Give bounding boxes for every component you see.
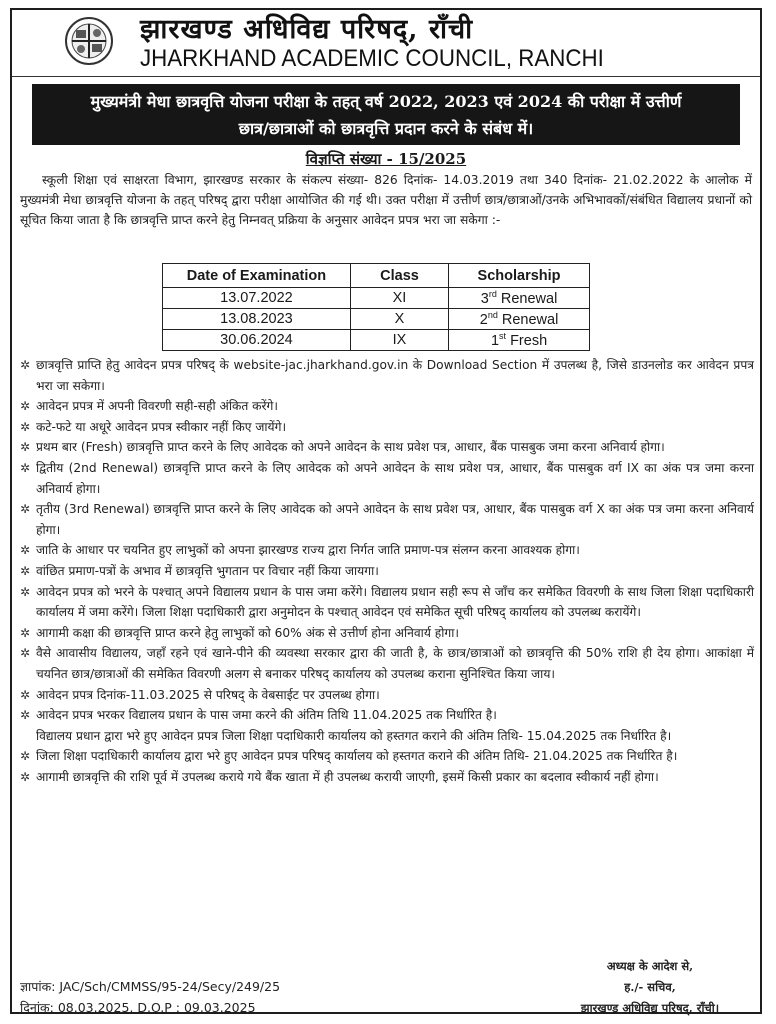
asterisk-bullet-icon: ✲ xyxy=(19,646,31,661)
table-header-row xyxy=(163,264,590,288)
exam-class: IX xyxy=(350,330,448,351)
scholarship-type: 1st Fresh xyxy=(449,330,590,351)
list-item: ✲ आवेदन प्रपत्र को भरने के पश्चात् अपने विद्यालय प्रधान के पास जमा करेंगे। विद्यालय प्रधान सही रूप से जाँच कर समेकित विवरणी के साथ जिला शिक्षा पदाधिकारी कार्यालय में जमा करेंगे। जिला शिक्षा पदाधिकारी द्वारा अनुमोदन के पश्चात् आवेदन एवं समेकित सूची परिषद् कार्यालय को उपलब्ध करायेंगे। xyxy=(18,582,754,623)
subject-line-1: मुख्यमंत्री मेधा छात्रवृत्ति योजना परीक्षा के तहत् वर्ष 2022, 2023 एवं 2024 की परीक्षा में उत्तीर्ण xyxy=(90,92,682,111)
exam-class: XI xyxy=(350,288,448,309)
scholarship-type: 3rd Renewal xyxy=(449,288,590,309)
table-row xyxy=(163,309,590,330)
asterisk-bullet-icon: ✲ xyxy=(19,749,31,764)
list-sub-paragraph: विद्यालय प्रधान द्वारा भरे हुए आवेदन प्रपत्र जिला शिक्षा पदाधिकारी कार्यालय को हस्तगत कराने की अंतिम तिथि- 15.04.2025 तक निर्धारित है। xyxy=(36,728,672,743)
column-header: Class xyxy=(350,264,448,288)
asterisk-bullet-icon: ✲ xyxy=(19,358,31,372)
notice-frame xyxy=(10,8,762,1014)
asterisk-bullet-icon: ✲ xyxy=(19,625,31,640)
exam-date: 30.06.2024 xyxy=(163,330,351,351)
asterisk-bullet-icon: ✲ xyxy=(19,502,31,517)
asterisk-bullet-icon: ✲ xyxy=(19,543,31,558)
list-item: ✲ आगामी छात्रवृत्ति की राशि पूर्व में उपलब्ध कराये गये बैंक खाता में ही उपलब्ध करायी जाएगी, इसमें किसी प्रकार का बदलाव स्वीकार्य नहीं होगा। xyxy=(18,767,754,788)
list-item: ✲ आवेदन प्रपत्र दिनांक-11.03.2025 से परिषद् के वेबसाईट पर उपलब्ध होगा। xyxy=(18,685,754,706)
list-item: ✲ आगामी कक्षा की छात्रवृत्ति प्राप्त करने हेतु लाभुकों को 60% अंक से उत्तीर्ण होना अनिवार्य होगा। xyxy=(18,623,754,644)
examination-table xyxy=(162,263,590,351)
list-item: ✲ वैसे आवासीय विद्यालय, जहाँ रहने एवं खाने-पीने की व्यवस्था सरकार द्वारा की जाती है, के छात्र/छात्राओं को छात्रवृत्ति की 50% राशि ही देय होगा। आकांक्षा में चयनित छात्र/छात्राओं की समेकित विवरणी अलग से बनाकर परिषद् कार्यालय को उपलब्ध कराना सुनिश्चित किया जाय। xyxy=(18,643,754,684)
exam-date: 13.08.2023 xyxy=(163,309,351,330)
asterisk-bullet-icon: ✲ xyxy=(19,687,31,702)
signature-line-1: अध्यक्ष के आदेश से, xyxy=(606,959,694,973)
council-name-hindi: झारखण्ड अधिविद्य परिषद्, राँची xyxy=(140,14,474,45)
notice-number-text: विज्ञप्ति संख्या - 15/2025 xyxy=(305,150,467,168)
exam-class: X xyxy=(350,309,448,330)
list-item: ✲ वांछित प्रमाण-पत्रों के अभाव में छात्रवृत्ति भुगतान पर विचार नहीं किया जायगा। xyxy=(18,561,754,582)
signature-block xyxy=(550,956,750,1019)
table-row xyxy=(163,288,590,309)
scholarship-type: 2nd Renewal xyxy=(449,309,590,330)
asterisk-bullet-icon: ✲ xyxy=(19,769,31,784)
list-item: ✲ कटे-फटे या अधूरे आवेदन प्रपत्र स्वीकार नहीं किए जायेंगे। xyxy=(18,417,754,438)
reference-block xyxy=(20,976,280,1018)
subject-banner xyxy=(32,84,740,145)
notice-number xyxy=(12,149,760,169)
list-item: ✲ द्वितीय (2nd Renewal) छात्रवृत्ति प्राप्त करने के लिए आवेदक को अपने आवेदन के साथ प्रवेश पत्र, आधार, बैंक पासबुक वर्ग IX का अंक पत्र जमा करना अनिवार्य होगा। xyxy=(18,458,754,499)
list-item: ✲ आवेदन प्रपत्र में अपनी विवरणी सही-सही अंकित करेंगे। xyxy=(18,396,754,417)
list-item: ✲ जिला शिक्षा पदाधिकारी कार्यालय द्वारा भरे हुए आवेदन प्रपत्र परिषद् कार्यालय को हस्तगत कराने की अंतिम तिथि- 21.04.2025 तक निर्धारित है। xyxy=(18,746,754,767)
column-header: Date of Examination xyxy=(163,264,351,288)
table-row xyxy=(163,330,590,351)
signature-line-2: ह./- सचिव, xyxy=(624,980,676,994)
column-header: Scholarship xyxy=(449,264,590,288)
asterisk-bullet-icon: ✲ xyxy=(19,460,31,475)
list-item: ✲ जाति के आधार पर चयनित हुए लाभुकों को अपना झारखण्ड राज्य द्वारा निर्गत जाति प्रमाण-पत्र संलग्न करना आवश्यक होगा। xyxy=(18,540,754,561)
asterisk-bullet-icon: ✲ xyxy=(19,708,31,723)
exam-date: 13.07.2022 xyxy=(163,288,351,309)
subject-line-2: छात्र/छात्राओं को छात्रवृत्ति प्रदान करने के संबंध में। xyxy=(238,119,534,138)
asterisk-bullet-icon: ✲ xyxy=(19,399,31,414)
list-item: ✲ प्रथम बार (Fresh) छात्रवृत्ति प्राप्त करने के लिए आवेदक को अपने आवेदन के साथ प्रवेश पत्र, आधार, बैंक पासबुक जमा करना अनिवार्य होगा। xyxy=(18,437,754,458)
council-seal-logo xyxy=(64,16,114,66)
council-name-english: JHARKHAND ACADEMIC COUNCIL, RANCHI xyxy=(140,45,604,72)
intro-paragraph: स्कूली शिक्षा एवं साक्षरता विभाग, झारखण्ड सरकार के संकल्प संख्या- 826 दिनांक- 14.03.2019 तथा 340 दिनांक- 21.02.2022 के आलोक में मुख्यमंत्री मेधा छात्रवृत्ति योजना के तहत् परिषद् द्वारा परीक्षा आयोजित की गई थी। उक्त परीक्षा में उत्तीर्ण छात्र/छात्राओं/उनके अभिभावकों/संबंधित विद्यालय प्रधानों को सूचित किया जाता है कि छात्रवृत्ति प्राप्त करने हेतु निम्नवत् प्रक्रिया के अनुसार आवेदन प्रपत्र भरा जा सकेगा :- xyxy=(20,173,752,227)
asterisk-bullet-icon: ✲ xyxy=(19,419,31,434)
asterisk-bullet-icon: ✲ xyxy=(19,563,31,578)
memo-number: ज्ञापांक: JAC/Sch/CMMSS/95-24/Secy/249/25 xyxy=(20,979,281,994)
list-item: ✲ आवेदन प्रपत्र भरकर विद्यालय प्रधान के पास जमा करने की अंतिम तिथि 11.04.2025 तक निर्धारित है। xyxy=(18,705,754,726)
asterisk-bullet-icon: ✲ xyxy=(19,440,31,455)
letterhead xyxy=(12,10,760,77)
instructions-list xyxy=(18,355,754,787)
list-item: ✲ छात्रवृत्ति प्राप्ति हेतु आवेदन प्रपत्र परिषद् के website-jac.jharkhand.gov.in के Download Section में उपलब्ध है, जिसे डाउनलोड कर आवेदन प्रपत्र भरा जा सकेगा। xyxy=(18,355,754,396)
asterisk-bullet-icon: ✲ xyxy=(19,584,31,599)
signature-line-3: झारखण्ड अधिविद्य परिषद्, राँची। xyxy=(580,1001,720,1015)
issue-date: दिनांक: 08.03.2025, D.O.P : 09.03.2025 xyxy=(20,1000,256,1015)
list-item: ✲ तृतीय (3rd Renewal) छात्रवृत्ति प्राप्त करने के लिए आवेदक को अपने आवेदन के साथ प्रवेश पत्र, आधार, बैंक पासबुक वर्ग X का अंक पत्र जमा करना अनिवार्य होगा। xyxy=(18,499,754,540)
